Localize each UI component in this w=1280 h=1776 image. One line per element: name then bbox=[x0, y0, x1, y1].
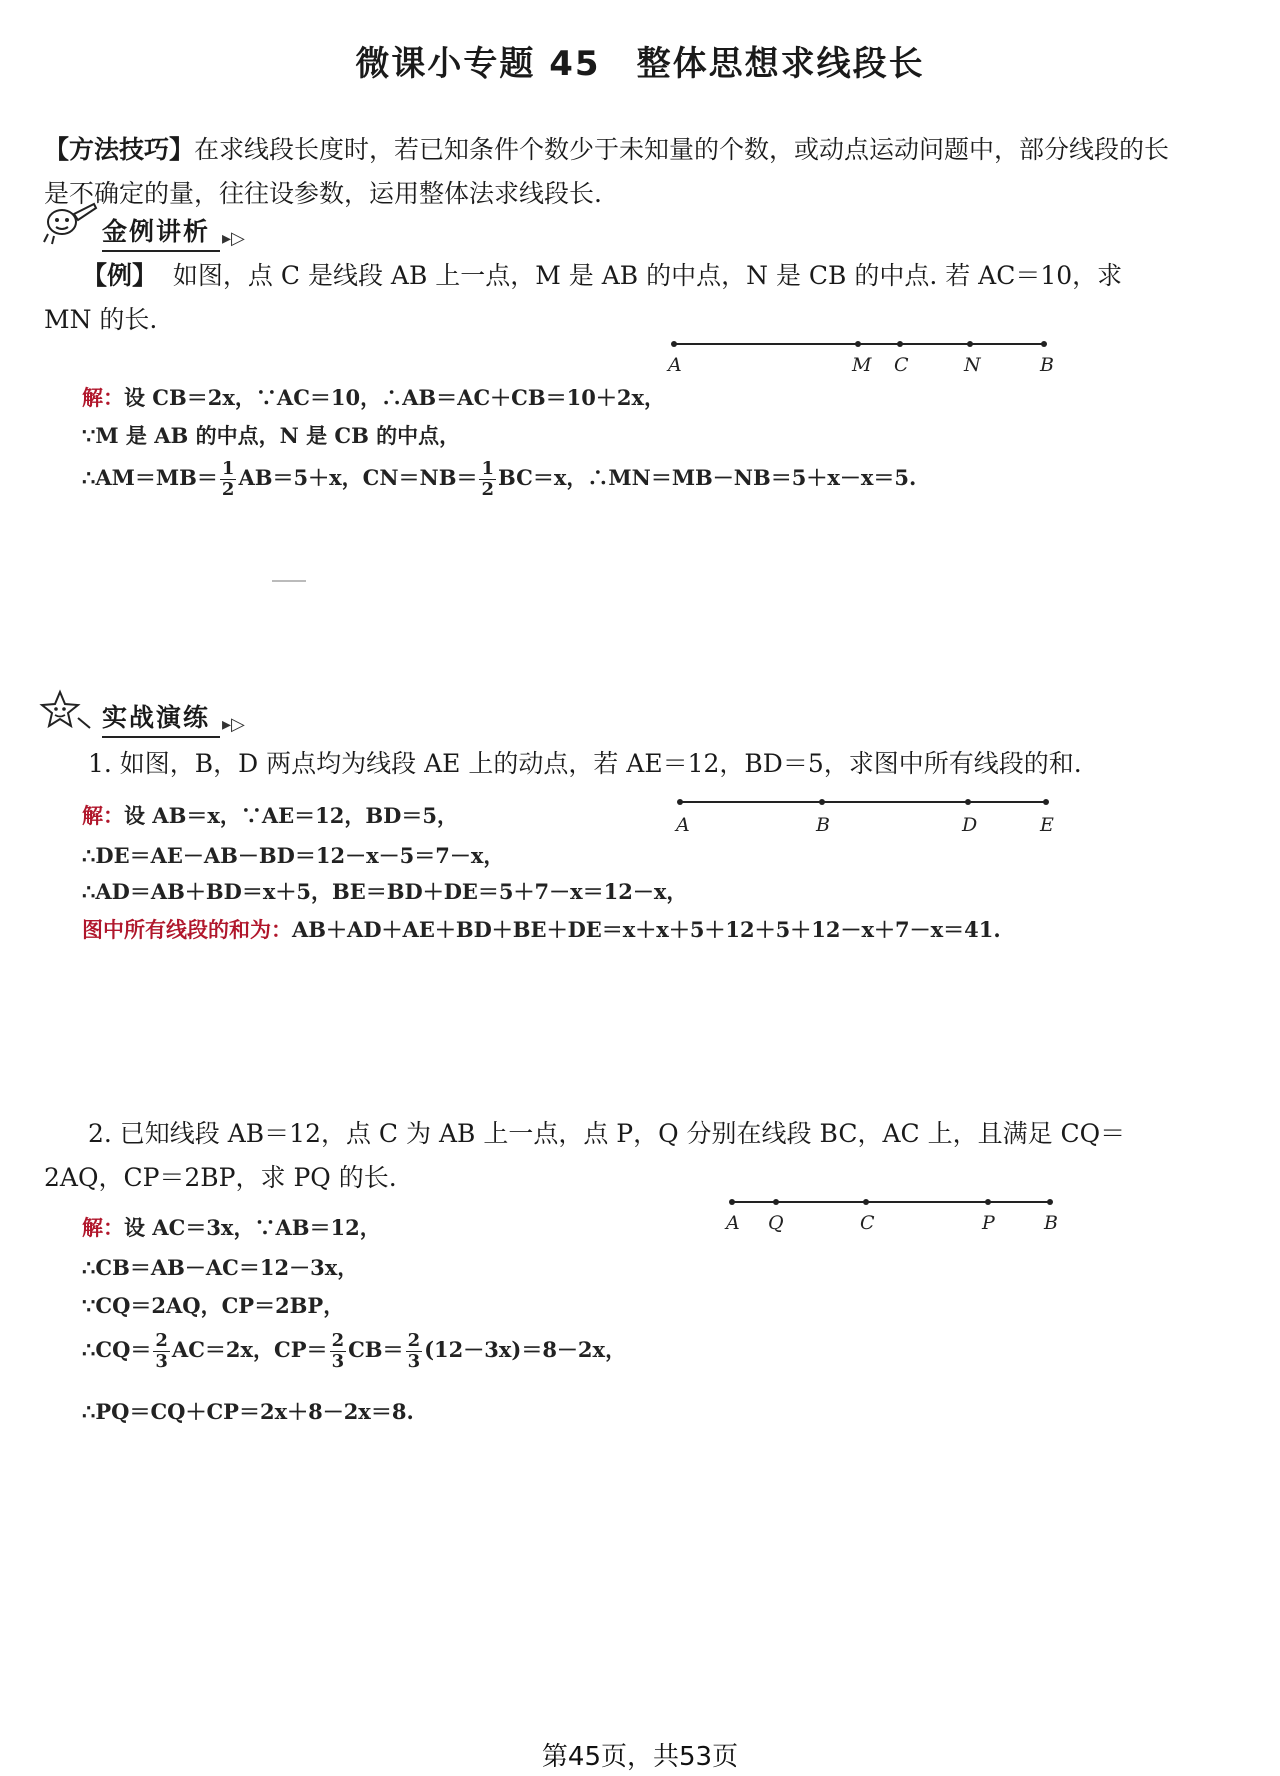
problem-2-solution-line-3: ∵CQ＝2AQ，CP＝2BP， bbox=[82, 1293, 345, 1318]
problem-1-solution-line-3: ∴AD＝AB＋BD＝x＋5，BE＝BD＋DE＝5＋7－x＝12－x， bbox=[82, 879, 688, 904]
fraction bbox=[479, 460, 496, 499]
point-label-p: P bbox=[982, 1212, 995, 1234]
point-label-c: C bbox=[894, 354, 909, 376]
problem-1-solution-line-1 bbox=[82, 800, 458, 830]
solution-label: 图中所有线段的和为： bbox=[82, 917, 292, 942]
solution-text: AC＝2x，CP＝ bbox=[171, 1337, 328, 1362]
method-label: 【方法技巧】 bbox=[44, 135, 195, 164]
problem-2-solution-line-2: ∴CB＝AB－AC＝12－3x， bbox=[82, 1255, 359, 1280]
example-line-1 bbox=[82, 254, 1122, 298]
point-label-b: B bbox=[1044, 1212, 1058, 1234]
solution-text: 设 CB＝2x，∵AC＝10，∴AB＝AC＋CB＝10＋2x， bbox=[124, 385, 666, 410]
divider-mark bbox=[272, 580, 306, 582]
problem-1-segment-figure bbox=[670, 792, 1070, 822]
point-label-c: C bbox=[860, 1212, 875, 1234]
example-text-1: 如图，点 C 是线段 AB 上一点，M 是 AB 的中点，N 是 CB 的中点. 若 AC＝10，求 bbox=[172, 261, 1123, 290]
point-label-d: D bbox=[962, 814, 978, 836]
fraction-denominator: 3 bbox=[407, 1351, 421, 1372]
point-label-a: A bbox=[668, 354, 682, 376]
point-label-a: A bbox=[726, 1212, 740, 1234]
solution-label: 解： bbox=[82, 385, 124, 410]
fraction bbox=[330, 1332, 347, 1371]
method-text: 在求线段长度时，若已知条件个数少于未知量的个数，或动点运动问题中，部分线段的长是不确定的量，往往设参数，运用整体法求线段长. bbox=[44, 135, 1170, 208]
solution-text: AB＝5＋x，CN＝NB＝ bbox=[238, 465, 478, 490]
point-label-e: E bbox=[1040, 814, 1054, 836]
page-footer: 第45页，共53页 bbox=[541, 1742, 739, 1772]
point-label-m: M bbox=[852, 354, 872, 376]
section-practice-heading: 实战演练 bbox=[102, 698, 220, 738]
solution-text: 设 AB＝x，∵AE＝12，BD＝5， bbox=[124, 803, 458, 828]
solution-label: 解： bbox=[82, 803, 124, 828]
fraction bbox=[406, 1332, 423, 1371]
fraction bbox=[153, 1332, 170, 1371]
problem-2-solution-line-5: ∴PQ＝CQ＋CP＝2x＋8－2x＝8. bbox=[82, 1399, 414, 1424]
fraction-numerator: 2 bbox=[331, 1330, 345, 1351]
solution-text: ∴CQ＝ bbox=[82, 1337, 152, 1362]
example-line-2: MN 的长. bbox=[44, 305, 158, 334]
point-label-b: B bbox=[816, 814, 830, 836]
solution-text: AB＋AD＋AE＋BD＋BE＋DE＝x＋x＋5＋12＋5＋12－x＋7－x＝41. bbox=[292, 917, 1001, 942]
page-title: 微课小专题 45 整体思想求线段长 bbox=[355, 44, 925, 84]
problem-2-solution-line-1 bbox=[82, 1212, 381, 1242]
fraction-denominator: 3 bbox=[155, 1351, 168, 1372]
fraction-numerator: 1 bbox=[221, 458, 235, 479]
problem-1-text: 1. 如图，B，D 两点均为线段 AE 上的动点，若 AE＝12，BD＝5，求图中所有线段的和. bbox=[88, 749, 1082, 778]
problem-2-line-1: 2. 已知线段 AB＝12，点 C 为 AB 上一点，点 P，Q 分别在线段 BC，AC 上，且满足 CQ＝ bbox=[88, 1119, 1126, 1148]
point-label-a: A bbox=[676, 814, 690, 836]
star-mascot-icon bbox=[36, 688, 96, 734]
solution-text: BC＝x，∴MN＝MB－NB＝5＋x－x＝5. bbox=[498, 465, 917, 490]
example-label: 【例】 bbox=[82, 261, 158, 290]
example-solution-line-2: ∵M 是 AB 的中点，N 是 CB 的中点， bbox=[82, 423, 461, 448]
fraction-denominator: 2 bbox=[221, 479, 235, 500]
fraction-numerator: 2 bbox=[407, 1330, 421, 1351]
point-label-b: B bbox=[1040, 354, 1054, 376]
method-tips bbox=[44, 128, 1194, 216]
fraction-denominator: 3 bbox=[331, 1351, 345, 1372]
fraction-denominator: 2 bbox=[481, 479, 494, 500]
problem-1-solution-line-4 bbox=[82, 914, 1001, 944]
point-label-n: N bbox=[964, 354, 981, 376]
arrow-right-icon: ▸▷ bbox=[222, 228, 245, 249]
solution-text: CB＝ bbox=[348, 1337, 404, 1362]
point-label-q: Q bbox=[768, 1212, 784, 1234]
example-solution-line-1 bbox=[82, 382, 665, 412]
solution-text: 设 AC＝3x，∵AB＝12， bbox=[124, 1215, 381, 1240]
solution-text: ∴AM＝MB＝ bbox=[82, 465, 218, 490]
fraction-numerator: 1 bbox=[481, 458, 494, 479]
problem-1-solution-line-2: ∴DE＝AE－AB－BD＝12－x－5＝7－x， bbox=[82, 843, 505, 868]
fraction-numerator: 2 bbox=[155, 1330, 168, 1351]
solution-label: 解： bbox=[82, 1215, 124, 1240]
fraction bbox=[220, 460, 237, 499]
solution-text: (12－3x)＝8－2x， bbox=[424, 1337, 627, 1362]
problem-2-solution-line-4 bbox=[82, 1332, 626, 1371]
section-example-heading: 金例讲析 bbox=[102, 212, 220, 252]
arrow-right-icon: ▸▷ bbox=[222, 714, 245, 735]
example-solution-line-3 bbox=[82, 460, 916, 499]
problem-2-line-2: 2AQ，CP＝2BP，求 PQ 的长. bbox=[44, 1163, 397, 1192]
pencil-mascot-icon bbox=[40, 200, 100, 246]
